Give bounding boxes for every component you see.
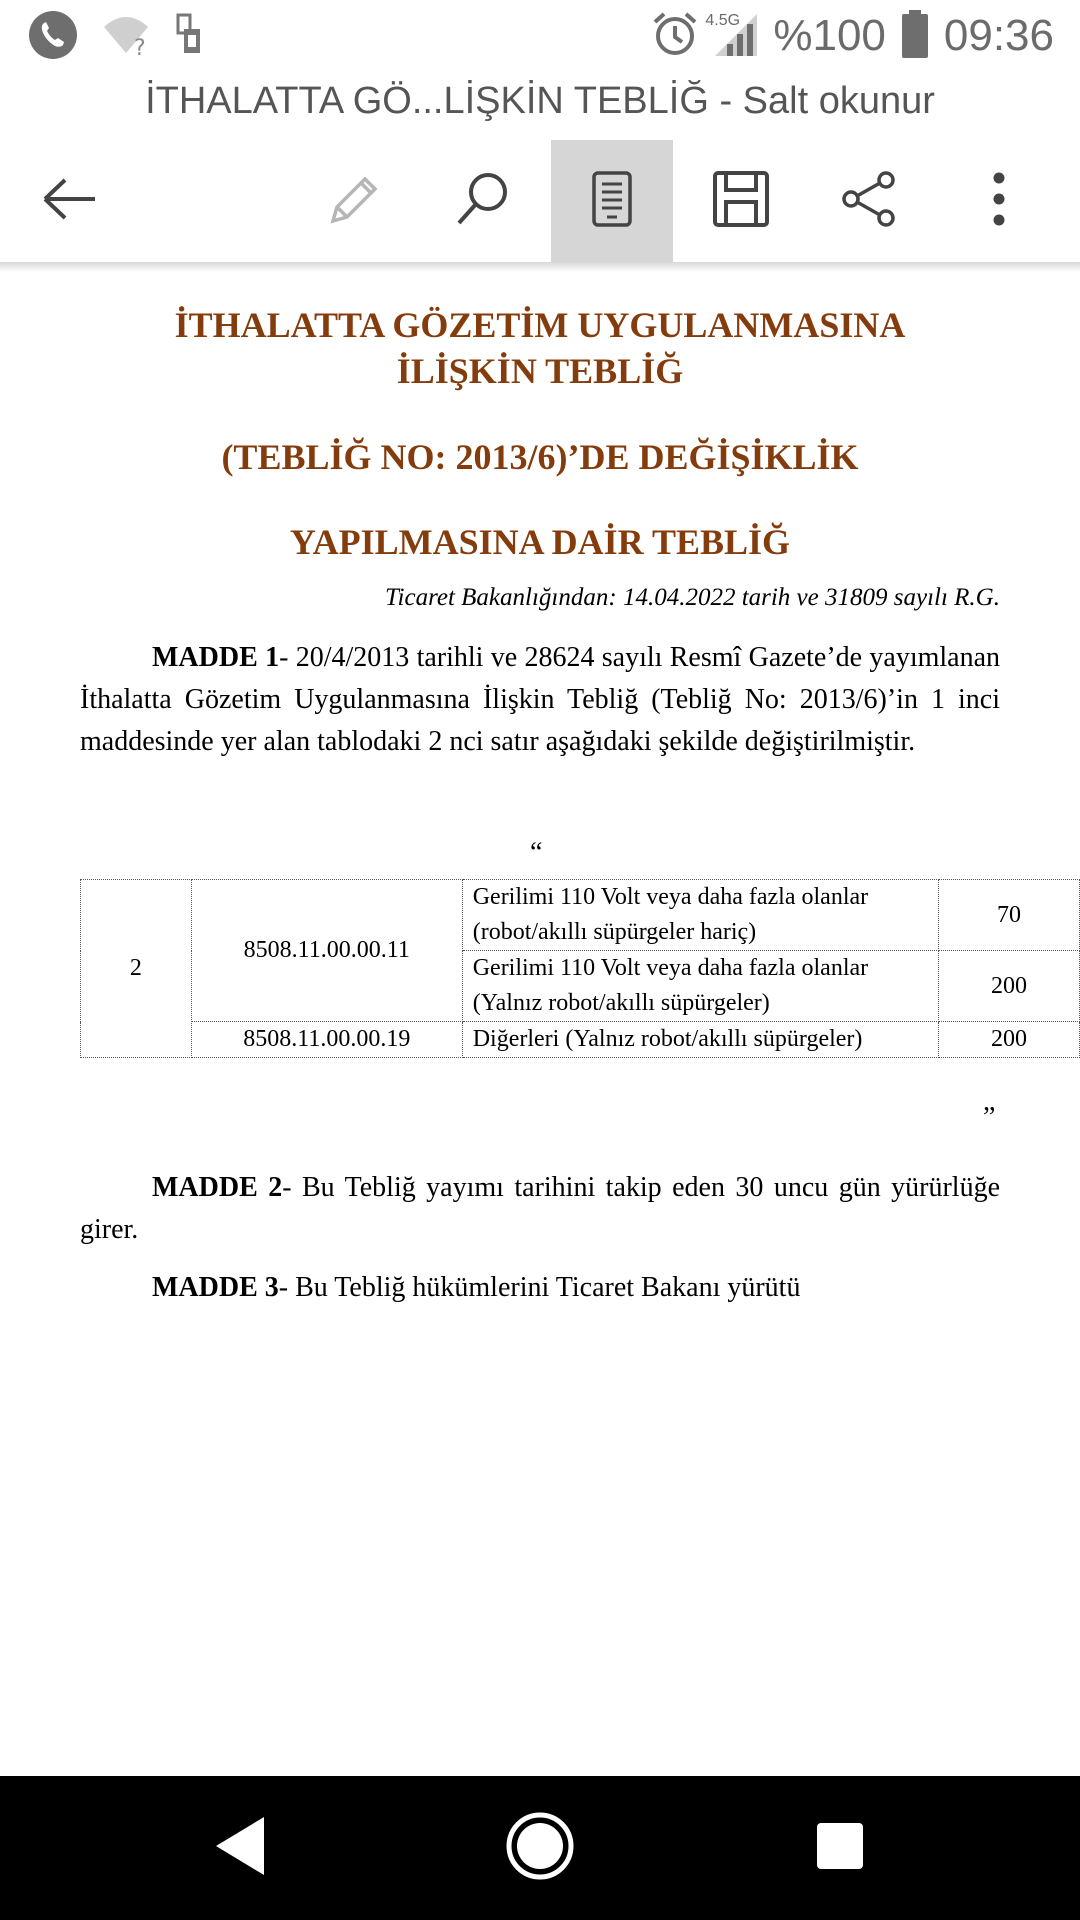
nav-recents-button[interactable] (770, 1776, 910, 1920)
navigation-bar (0, 1776, 1080, 1920)
nav-home-button[interactable] (470, 1776, 610, 1920)
opening-quote: “ (530, 837, 543, 868)
edit-pencil-icon (323, 169, 383, 234)
share-icon (840, 170, 898, 233)
back-button[interactable] (8, 140, 130, 262)
phone-call-icon (28, 10, 78, 65)
clock: 09:36 (943, 11, 1054, 60)
gtip-cell: 8508.11.00.00.11 (191, 880, 462, 1022)
alarm-icon (651, 10, 699, 63)
more-vert-icon (989, 170, 1009, 233)
more-options-button[interactable] (938, 140, 1060, 262)
heading-line-4: YAPILMASINA DAİR TEBLİĞ (289, 522, 791, 562)
document-title: İTHALATTA GÖ...LİŞKİN TEBLİĞ - Salt okunur (145, 80, 935, 122)
value-cell: 200 (939, 1022, 1080, 1058)
network-type-label: 4.5G (705, 11, 741, 29)
heading-line-3: (TEBLİĞ NO: 2013/6)’DE DEĞİŞİKLİK (221, 437, 859, 477)
madde-2 (80, 1167, 1000, 1251)
madde-3-text: - Bu Tebliğ hükümlerini Ticaret Bakanı yürütü (278, 1272, 801, 1303)
toolbar-shadow (0, 262, 1080, 272)
description-cell: Diğerleri (Yalnız robot/akıllı süpürgeler) (462, 1022, 938, 1058)
sira-cell: 2 (81, 880, 192, 1058)
svg-text:?: ? (134, 36, 146, 57)
signal-icon (705, 10, 759, 63)
heading-line-2: İLİŞKİN TEBLİĞ (396, 351, 684, 391)
reading-mode-icon (590, 170, 634, 233)
madde-2-text: - Bu Tebliğ yayımı tarihini takip eden 30 uncu gün yürürlüğe girer. (80, 1172, 1001, 1245)
gtip-cell: 8508.11.00.00.19 (191, 1022, 462, 1058)
madde-3 (80, 1267, 1000, 1309)
table-row (81, 1022, 1080, 1058)
nav-back-button[interactable] (170, 1776, 310, 1920)
heading-line-1: İTHALATTA GÖZETİM UYGULANMASINA (174, 305, 906, 345)
madde-1 (80, 637, 1000, 763)
value-cell: 200 (939, 951, 1080, 1022)
nav-back-icon (212, 1815, 268, 1882)
back-arrow-icon (39, 174, 99, 229)
madde-1-label: MADDE 1 (152, 642, 280, 673)
reading-mode-button[interactable] (551, 140, 673, 262)
battery-icon (900, 9, 930, 64)
status-bar (0, 0, 1080, 72)
search-icon (453, 169, 513, 234)
wifi-unknown-icon (100, 13, 152, 62)
nav-home-icon (504, 1810, 576, 1887)
gozetim-table (80, 879, 1080, 1058)
search-button[interactable] (422, 140, 544, 262)
closing-quote: ” (983, 1102, 996, 1133)
edit-button[interactable] (292, 140, 414, 262)
table-row (81, 880, 1080, 951)
sim-card-icon (174, 13, 204, 62)
madde-1-text: - 20/4/2013 tarihli ve 28624 sayılı Resmî Gazete’de yayımlanan İthalatta Gözetim Uygulanmasına İlişkin Tebliğ (Tebliğ No: 2013/6)’in 1 inci maddesinde yer alan tablodaki 2 nci satır aşağıdaki şekilde değiştirilmiştir. (80, 642, 1001, 757)
value-cell: 70 (939, 880, 1080, 951)
madde-3-label: MADDE 3 (152, 1272, 279, 1303)
battery-percent: %100 (773, 11, 886, 60)
description-cell: Gerilimi 110 Volt veya daha fazla olanlar (Yalnız robot/akıllı süpürgeler) (462, 951, 938, 1022)
save-button[interactable] (680, 140, 802, 262)
share-button[interactable] (808, 140, 930, 262)
document-view[interactable] (0, 272, 1080, 1776)
source-line: Ticaret Bakanlığından: 14.04.2022 tarih ve 31809 sayılı R.G. (385, 584, 1000, 611)
nav-recents-icon (815, 1821, 865, 1876)
madde-2-label: MADDE 2 (152, 1172, 283, 1203)
description-cell: Gerilimi 110 Volt veya daha fazla olanlar (robot/akıllı süpürgeler hariç) (462, 880, 938, 951)
toolbar (0, 140, 1080, 262)
save-icon (712, 170, 770, 233)
